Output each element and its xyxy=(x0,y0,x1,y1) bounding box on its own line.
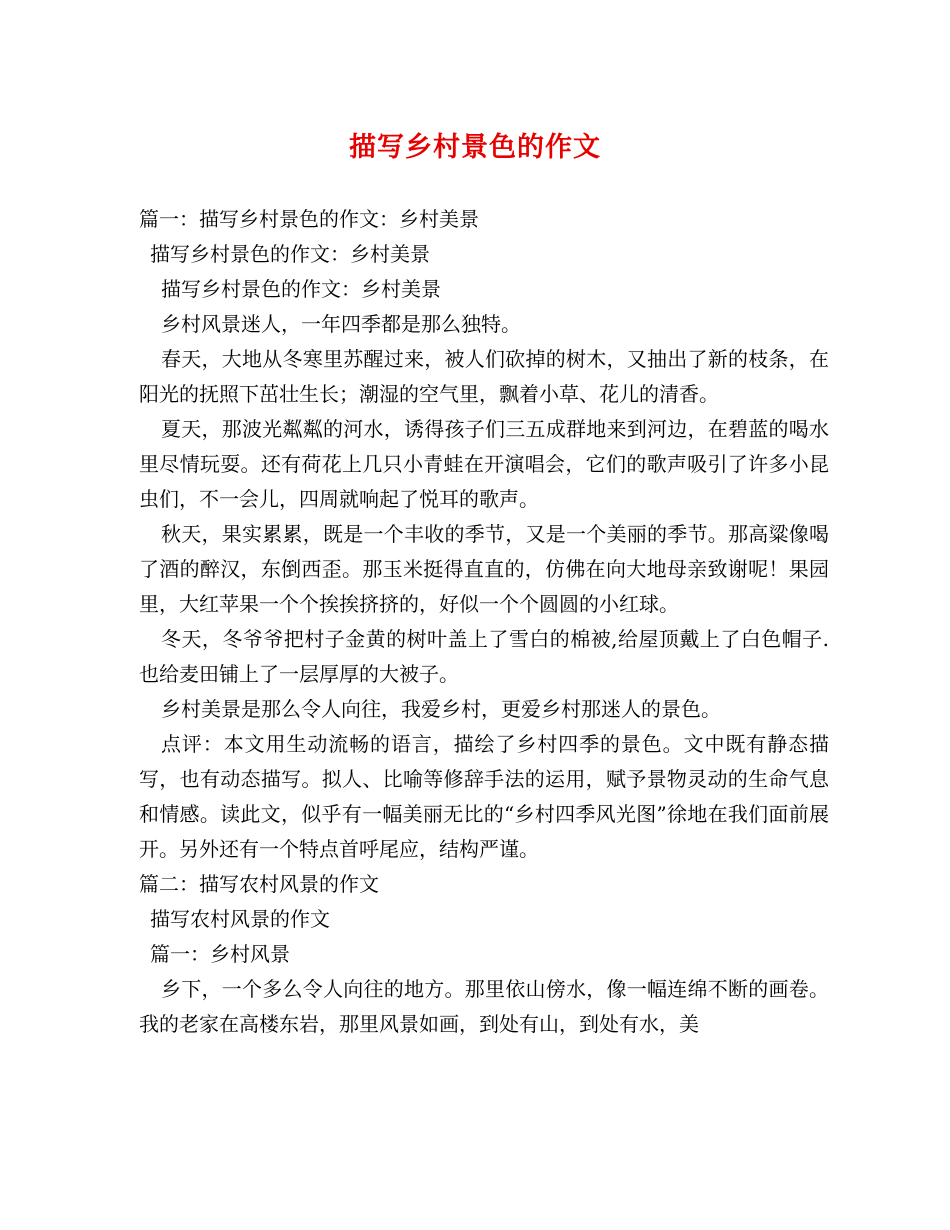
paragraph-intro: 乡村风景迷人，一年四季都是那么独特。 xyxy=(161,312,521,336)
paragraph-comment: 点评：本文用生动流畅的语言，描绘了乡村四季的景色。文中既有静态描写，也有动态描写。拟人、比喻等修辞手法的运用，赋予景物灵动的生命气息和情感。读此文，似乎有一幅美丽无比的“乡村四季风光图”徐地在我们面前展开。另外还有一个特点首呼尾应，结构严谨。 xyxy=(139,732,829,861)
section-heading-2: 篇二：描写农村风景的作文 xyxy=(139,872,379,896)
paragraph-countryside: 乡下，一个多么令人向往的地方。那里依山傍水，像一幅连绵不断的画卷。我的老家在高楼东岩，那里风景如画，到处有山，到处有水，美 xyxy=(139,977,829,1036)
paragraph-conclusion: 乡村美景是那么令人向往，我爱乡村，更爱乡村那迷人的景色。 xyxy=(161,697,721,721)
paragraph-summer: 夏天，那波光粼粼的河水，诱得孩子们三五成群地来到河边，在碧蓝的喝水里尽情玩耍。还有荷花上几只小青蛙在开演唱会，它们的歌声吸引了许多小昆虫们，不一会儿，四周就响起了悦耳的歌声。 xyxy=(139,417,829,511)
subheading-1: 描写乡村景色的作文：乡村美景 xyxy=(150,242,430,266)
paragraph-winter: 冬天，冬爷爷把村子金黄的树叶盖上了雪白的棉被,给屋顶戴上了白色帽子.也给麦田铺上了一层厚厚的大被子。 xyxy=(139,627,829,686)
document-title: 描写乡村景色的作文 xyxy=(349,132,601,163)
document-body xyxy=(139,202,829,1042)
section-heading-1: 篇一：描写乡村景色的作文：乡村美景 xyxy=(139,207,479,231)
paragraph-spring: 春天，大地从冬寒里苏醒过来，被人们砍掉的树木，又抽出了新的枝条，在阳光的抚照下茁壮生长；潮湿的空气里，飘着小草、花儿的清香。 xyxy=(139,347,829,406)
subheading-2: 描写乡村景色的作文：乡村美景 xyxy=(161,277,441,301)
subheading-3: 描写农村风景的作文 xyxy=(150,907,330,931)
paragraph-autumn: 秋天，果实累累，既是一个丰收的季节，又是一个美丽的季节。那高粱像喝了酒的醉汉，东倒西歪。那玉米挺得直直的，仿佛在向大地母亲致谢呢！果园里，大红苹果一个个挨挨挤挤的，好似一个个圆圆的小红球。 xyxy=(139,522,829,616)
subheading-4: 篇一：乡村风景 xyxy=(150,942,290,966)
